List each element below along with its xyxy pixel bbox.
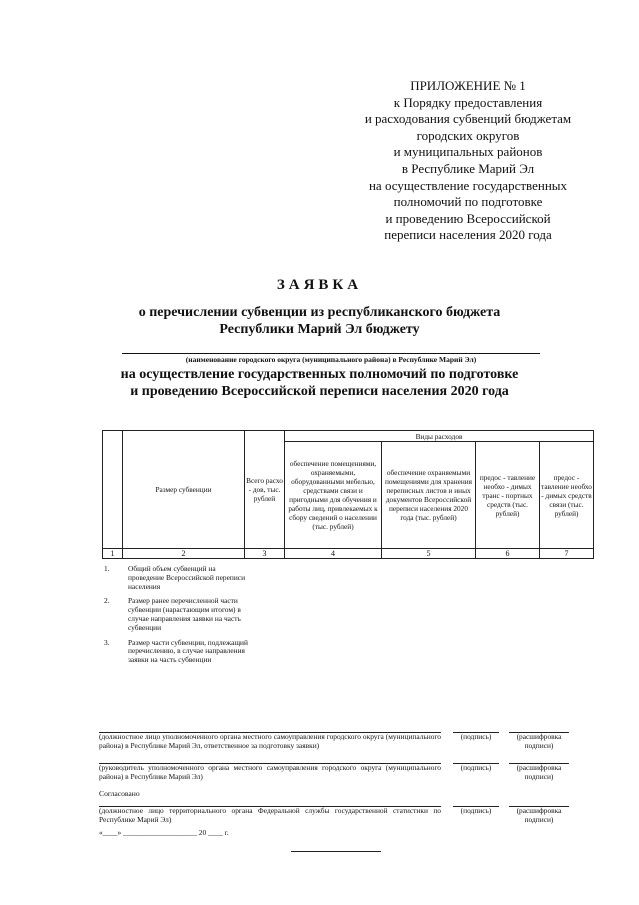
signature-role: (руководитель уполномоченного органа местного самоуправления городского округа (муниципального района) в Республике Марий Эл): [99, 763, 441, 781]
appendix-line: на осуществление государственных: [368, 177, 568, 193]
row-text: Размер части субвенции, подлежащий перечислению, в случае направления заявки на часть субвенции: [128, 637, 248, 665]
header-cell-storage: обеспечение охраняемыми помещениями для хранения переписных листов и иных документов Всероссийской переписи населения 2020 года (тыс. рублей): [382, 442, 476, 549]
signature-block-preparer: [99, 732, 569, 756]
column-number: 5: [382, 549, 476, 559]
signature-block-statistics: [99, 806, 569, 828]
header-cell-communication: предос - тавление необхо - димых средств связи (тыс. рублей): [540, 442, 594, 549]
signature-decode: (расшифровка подписи): [516, 732, 562, 750]
signature-caption: (подпись): [460, 732, 492, 741]
signature-role: (должностное лицо уполномоченного органа местного самоуправления городского округа (муниципального района) в Республике Марий Эл, ответственное за подготовку заявки): [99, 732, 441, 750]
row-text: Общий объем субвенций на проведение Всероссийской переписи населения: [128, 564, 246, 591]
signature-decode: (расшифровка подписи): [516, 763, 562, 781]
date-line: «____» ____________________ 20 ____ г.: [99, 828, 229, 837]
appendix-line: и муниципальных районов: [393, 144, 543, 160]
appendix-line: переписи населения 2020 года: [384, 227, 552, 243]
appendix-line: и расходования субвенций бюджетам: [364, 111, 572, 127]
appendix-line: ПРИЛОЖЕНИЕ № 1: [410, 78, 526, 93]
municipality-name-caption: (наименование городского округа (муниципального района) в Республике Марий Эл): [185, 355, 477, 364]
header-cell-expense-types: Виды расходов: [285, 431, 594, 442]
header-cell-size: Размер субвенции: [123, 431, 245, 549]
row-text: Размер ранее перечисленной части субвенции (нарастающим итогом) в случае направления заявки на часть субвенции: [128, 596, 241, 632]
table-row: [104, 565, 254, 591]
row-index: 1.: [104, 564, 110, 573]
column-number: 1: [103, 549, 123, 559]
document-purpose: [60, 366, 579, 400]
agreed-label: Согласовано: [99, 789, 140, 798]
column-number: 7: [540, 549, 594, 559]
table-rows: [104, 565, 254, 671]
document-title: ЗАЯВКА: [276, 277, 363, 293]
signature-block-head: [99, 763, 569, 787]
header-cell-index: [103, 431, 123, 549]
bottom-divider: [291, 851, 381, 852]
appendix-line: к Порядку предоставления: [393, 94, 543, 110]
appendix-header: [318, 78, 618, 244]
signature-decode: (расшифровка подписи): [516, 806, 562, 824]
row-index: 3.: [104, 637, 110, 647]
appendix-line: и проведению Всероссийской: [385, 210, 551, 226]
appendix-line: городских округов: [416, 127, 520, 143]
column-number: 2: [123, 549, 245, 559]
column-number: 3: [245, 549, 285, 559]
header-cell-total: Всего расхо - дов, тыс. рублей: [245, 431, 285, 549]
subtitle-line: Республики Марий Эл бюджету: [219, 322, 420, 337]
document-subtitle: [60, 304, 579, 338]
signature-role: (должностное лицо территориального органа Федеральной службы государственной статистики по Республике Марий Эл): [99, 806, 441, 824]
header-cell-transport: предос - тавление необхо - димых транс - портных средств (тыс. рублей): [476, 442, 540, 549]
signature-caption: (подпись): [460, 806, 492, 815]
appendix-line: полномочий по подготовке: [393, 194, 543, 210]
column-number: 4: [285, 549, 382, 559]
table-row: [104, 597, 254, 632]
subtitle-line: о перечислении субвенции из республиканского бюджета: [138, 305, 501, 320]
purpose-line: и проведению Всероссийской переписи населения 2020 года: [130, 384, 509, 399]
request-table: [102, 430, 594, 559]
column-number: 6: [476, 549, 540, 559]
purpose-line: на осуществление государственных полномочий по подготовке: [120, 367, 519, 382]
header-cell-premises: обеспечение помещениями, охраняемыми, оборудованными мебелью, средствами связи и пригодными для обучения и работы лиц, привлекаемых к сбору сведений о населении (тыс. рублей): [285, 442, 382, 549]
table-row: [104, 639, 254, 665]
row-index: 2.: [104, 596, 110, 606]
municipality-name-line: [122, 353, 540, 354]
appendix-line: в Республике Марий Эл: [401, 160, 535, 176]
signature-caption: (подпись): [460, 763, 492, 772]
